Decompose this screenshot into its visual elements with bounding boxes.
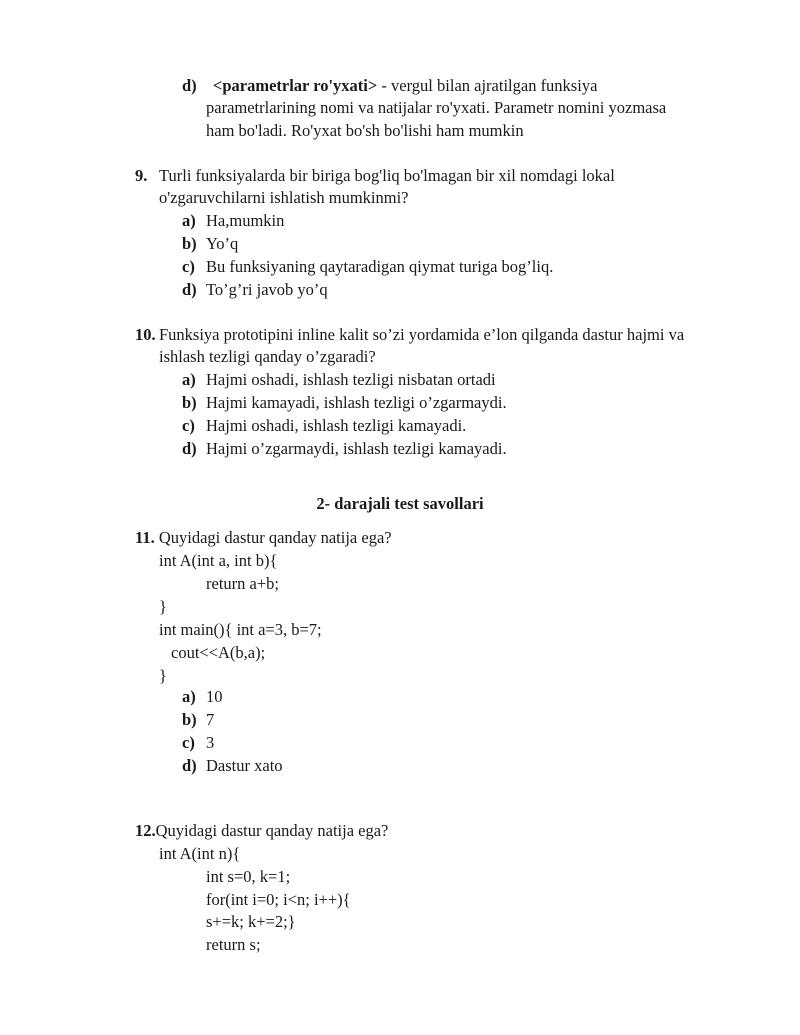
q8-option-d-line2: parametrlarining nomi va natijalar ro'yxati. Parametr nomini yozmasa	[206, 98, 667, 117]
q11-option-c-text: 3	[206, 733, 215, 752]
q10-option-b-text: Hajmi kamayadi, ishlash tezligi o’zgarmaydi.	[206, 393, 507, 412]
q11-code-line: int A(int a, int b){	[159, 551, 278, 570]
q11-question-text: Quyidagi dastur qanday natija ega?	[154, 528, 392, 547]
q12-code-line: return s;	[206, 935, 261, 954]
q10-option-c-letter: c)	[182, 416, 195, 435]
q11-number: 11.	[135, 528, 155, 547]
q9-option-d-letter: d)	[182, 280, 197, 299]
q10-option-c-text: Hajmi oshadi, ishlash tezligi kamayadi.	[206, 416, 467, 435]
q11-code-line: return a+b;	[206, 574, 279, 593]
q9-option-c-text: Bu funksiyaning qaytaradigan qiymat turiga bog’liq.	[206, 257, 554, 276]
q11-code-line: cout<<A(b,a);	[171, 643, 266, 662]
option-letter: d)	[182, 76, 197, 95]
q11-option-a-text: 10	[206, 687, 223, 706]
q10-option-d-text: Hajmi o’zgarmaydi, ishlash tezligi kamayadi.	[206, 439, 507, 458]
q11-option-c-letter: c)	[182, 733, 195, 752]
q10-number: 10.	[135, 325, 156, 344]
q11-code-line: }	[159, 666, 167, 685]
q11-option-b-letter: b)	[182, 710, 197, 729]
q11-option-a-letter: a)	[182, 687, 196, 706]
option-text: - vergul bilan ajratilgan funksiya	[377, 76, 598, 95]
q12-code-line: int A(int n){	[159, 844, 241, 863]
q12-code-line: s+=k; k+=2;}	[206, 912, 296, 931]
q8-option-d-line3: ham bo'ladi. Ro'yxat bo'sh bo'lishi ham mumkin	[206, 121, 524, 140]
q9-question-line2: o'zgaruvchilarni ishlatish mumkinmi?	[159, 188, 409, 207]
q10-option-d-letter: d)	[182, 439, 197, 458]
q11-option-d-letter: d)	[182, 756, 197, 775]
q12-code-line: int s=0, k=1;	[206, 867, 291, 886]
q9-option-a-text: Ha,mumkin	[206, 211, 285, 230]
q12-code-line: for(int i=0; i<n; i++){	[206, 890, 351, 909]
q9-question-line1: Turli funksiyalarda bir biriga bog'liq bo'lmagan bir xil nomdagi lokal	[159, 166, 615, 185]
q11-code-line: }	[159, 597, 167, 616]
q10-option-a-letter: a)	[182, 370, 196, 389]
q10-question-line1: Funksiya prototipini inline kalit so’zi yordamida e’lon qilganda dastur hajmi va	[159, 325, 685, 344]
q10-option-a-text: Hajmi oshadi, ishlash tezligi nisbatan ortadi	[206, 370, 496, 389]
q10-option-b-letter: b)	[182, 393, 197, 412]
q12-question	[135, 820, 388, 842]
q9-option-b-letter: b)	[182, 234, 197, 253]
q9-option-b-text: Yo’q	[206, 234, 239, 253]
q11-question	[135, 527, 392, 549]
q9-option-d-text: To’g’ri javob yo’q	[206, 280, 328, 299]
option-term: <parametrlar ro'yxati>	[212, 76, 378, 95]
section-heading: 2- darajali test savollari	[316, 494, 484, 513]
q9-option-a-letter: a)	[182, 211, 196, 230]
q11-code-line: int main(){ int a=3, b=7;	[159, 620, 322, 639]
q12-number: 12.	[135, 821, 156, 840]
q11-option-b-text: 7	[206, 710, 215, 729]
q10-question-line2: ishlash tezligi qanday o’zgaradi?	[159, 347, 376, 366]
q9-number: 9.	[135, 166, 148, 185]
q12-question-text: Quyidagi dastur qanday natija ega?	[155, 821, 389, 840]
q11-option-d-text: Dastur xato	[206, 756, 283, 775]
q8-option-d	[182, 75, 597, 97]
q9-option-c-letter: c)	[182, 257, 195, 276]
